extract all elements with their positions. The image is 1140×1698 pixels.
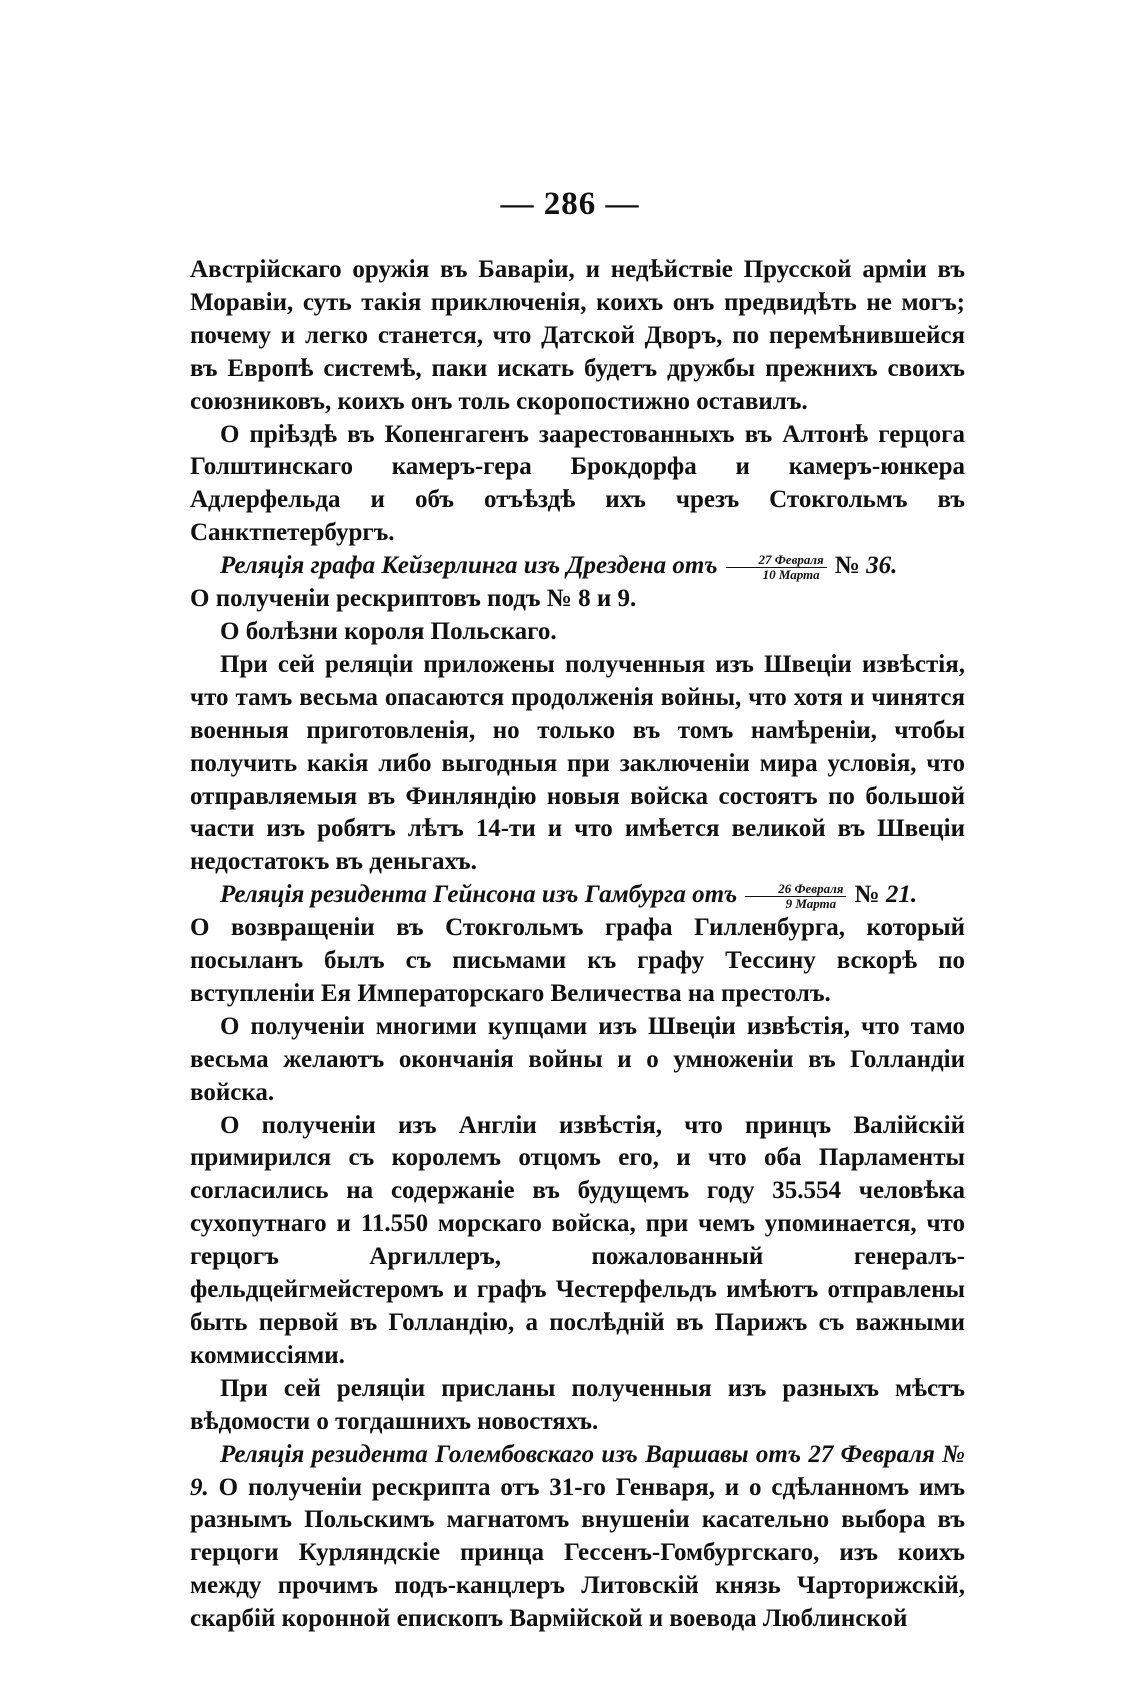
relation-number: 21. [885, 881, 918, 909]
paragraph-king-illness: О болѣзни короля Польскаго. [220, 617, 557, 645]
paragraph-rescripts: О полученіи рескриптовъ подъ № 8 и 9. [190, 585, 637, 613]
date-old-style: 26 Февраля [745, 882, 846, 897]
relation-heading-golembowski [190, 1439, 965, 1636]
paragraph-gyllenborg-return: О возвращеніи въ Стокгольмъ графа Гилленбурга, который посыланъ былъ съ письмами къ графу Тессину вскорѣ по вступленіи Ея Императорскаго Величества на престолъ. [190, 914, 965, 1007]
paragraph-england-news: О полученіи изъ Англіи извѣстія, что принцъ Валійскій примирился съ королемъ отцомъ его, и что оба Парламенты согласились на содержаніе въ будущемъ году 35.554 человѣка сухопутнаго и 11.550 морскаго войска, при чемъ упоминается, что герцогъ Аргиллеръ, пожалованный генералъ-фельдцейгмейстеромъ и графъ Честерфельдъ имѣютъ отправлены быть первой въ Голландію, а послѣдній въ Парижъ съ важными коммиссіями. [190, 1111, 965, 1369]
relation-title: Реляція графа Кейзерлинга изъ Дрездена отъ [220, 552, 718, 580]
relation-number: 36. [866, 552, 898, 580]
relation-title: Реляція резидента Голембовскаго изъ Варшавы отъ 27 Февраля № 9. [190, 1440, 965, 1501]
date-old-style: 27 Февраля [726, 553, 827, 568]
date-fraction [726, 553, 827, 582]
paragraph-arrival-copenhagen: О пріѣздѣ въ Копенгагенъ заарестованныхъ въ Алтонѣ герцога Голштинскаго камеръ-гера Брокдорфа и камеръ-юнкера Адлерфельда и объ отъѣздѣ ихъ чрезъ Стокгольмъ въ Санктпетербургъ. [190, 420, 965, 547]
relation-heading-heinson [190, 879, 965, 912]
number-sign: № [854, 881, 880, 909]
paragraph-gazettes: При сей реляціи присланы полученныя изъ разныхъ мѣстъ вѣдомости о тогдашнихъ новостяхъ. [190, 1374, 965, 1435]
number-sign: № [834, 552, 860, 580]
page-number: — 286 — [500, 186, 640, 222]
relation-title: Реляція резидента Гейнсона изъ Гамбурга отъ [220, 881, 738, 909]
paragraph-merchants-news: О полученіи многими купцами изъ Швеціи извѣстія, что тамо весьма желаютъ окончанія войны и о умноженіи въ Голландіи войска. [190, 1012, 965, 1106]
paragraph-courland-election: О полученіи рескрипта отъ 31-го Генваря, и о сдѣланномъ имъ разнымъ Польскимъ магнатомъ внушеніи касательно выбора въ герцоги Курляндскіе принца Гессенъ-Гомбургскаго, изъ коихъ между прочимъ подъ-канцлеръ Литовскій князь Чарторижскій, скарбій коронной епископъ Вармійской и воевода Люблинской [190, 1473, 966, 1633]
paragraph-continuation: Австрійскаго оружія въ Баваріи, и недѣйствіе Прусской арміи въ Моравіи, суть такія приключенія, коихъ онъ предвидѣть не могъ; почему и легко станется, что Датской Дворъ, по перемѣнившейся въ Европѣ системѣ, паки искать будетъ дружбы прежнихъ своихъ союзниковъ, коихъ онъ толь скоропостижно оставилъ. [190, 256, 965, 415]
body-text [190, 254, 965, 1636]
paragraph-sweden-news: При сей реляціи приложены полученныя изъ Швеціи извѣстія, что тамъ весьма опасаются продолженія войны, что хотя и чинятся военныя приготовленія, но только въ томъ намѣреніи, чтобы получить какія либо выгодныя при заключеніи мира условія, что отправляемыя въ Финляндію новыя войска состоятъ по большой части изъ робятъ лѣтъ 14-ти и что имѣется великой въ Швеціи недостатокъ въ деньгахъ. [190, 650, 965, 876]
date-new-style: 10 Марта [762, 566, 820, 582]
date-new-style: 9 Марта [785, 895, 837, 911]
date-fraction [745, 882, 846, 911]
relation-heading-keyserling [190, 550, 965, 583]
